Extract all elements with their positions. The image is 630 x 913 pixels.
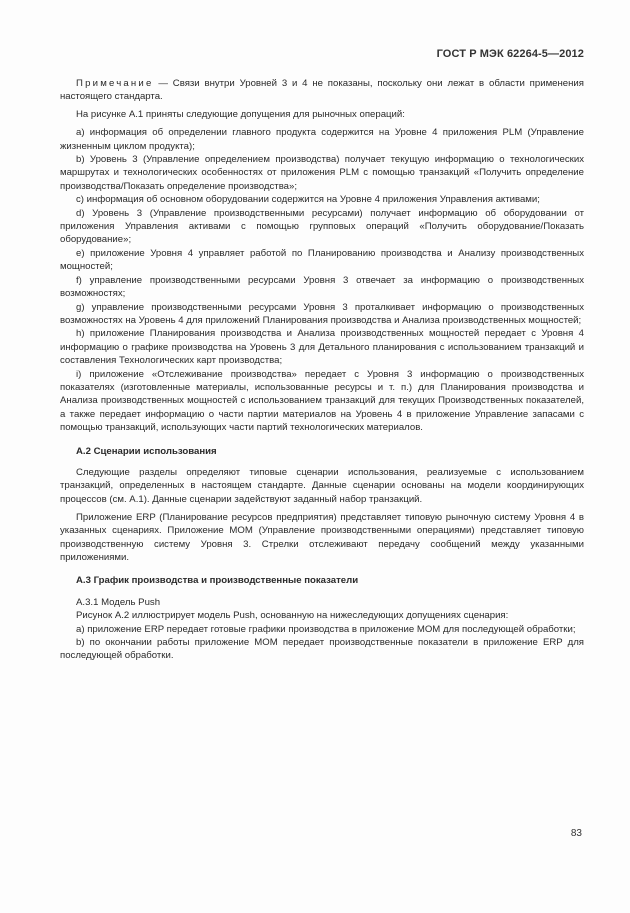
section-a3-subtitle: А.3.1 Модель Push: [76, 596, 161, 608]
note-label: Примечание: [76, 78, 154, 89]
list-item: i) приложение «Отслеживание производства» передает с Уровня 3 информацию о производственных показателях (изготовленные материалы, использованные ресурсы и т. п.) для Планирования производства и Анализа производственных мощностей с использованием транзакций для текущих Производственных показателей, а также передает информацию о части партии материалов на Уровень 4 в приложение Управление запасами с помощью транзакций, использующих части партий технологических материалов.: [60, 368, 584, 434]
note-text: — Связи внутри Уровней 3 и 4 не показаны, поскольку они лежат в области применения настоящего стандарта.: [60, 78, 584, 103]
section-a3-title: А.3 График производства и производственные показатели: [76, 575, 359, 587]
section-a2-paragraph: Следующие разделы определяют типовые сценарии использования, реализуемые с использованием транзакций, определенных в настоящем стандарте. Данные сценарии основаны на модели координирующих процессов (см. А.1). Данные сценарии задействуют заданный набор транзакций.: [60, 466, 584, 505]
note-paragraph: [60, 77, 584, 104]
list-item: d) Уровень 3 (Управление производственными ресурсами) получает информацию об оборудовании от приложения Управления активами с помощью групповых операций «Получить оборудование/Показать оборудование»;: [60, 207, 584, 246]
page-number: 83: [570, 828, 582, 839]
section-a2-title: А.2 Сценарии использования: [76, 445, 217, 457]
assumptions-list: [60, 126, 584, 434]
assumptions-intro: На рисунке А.1 приняты следующие допущения для рыночных операций:: [76, 109, 405, 121]
list-item: b) Уровень 3 (Управление определением производства) получает текущую информацию о технологических маршрутах и технологических особенностях от приложения PLM с помощью транзакций «Получить определение производства/Показать определение производства»;: [60, 154, 584, 192]
list-item: c) информация об основном оборудовании содержится на Уровне 4 приложения Управления активами;: [76, 194, 540, 206]
list-item: h) приложение Планирования производства и Анализа производственных мощностей передает с Уровня 4 информацию о графике производства на Уровень 3 для Детального планирования с использованием транзакций и составления Технологических карт производства;: [60, 328, 584, 367]
list-item: a) приложение ERP передает готовые графики производства в приложение МОМ для последующей обработки;: [76, 623, 576, 635]
list-item: g) управление производственными ресурсами Уровня 3 проталкивает информацию о производственных возможностях на Уровень 4 для приложений Планирования производства и Анализа производственных мощностей;: [60, 301, 584, 326]
section-a3-intro: Рисунок А.2 иллюстрирует модель Push, основанную на нижеследующих допущениях сценария:: [76, 610, 509, 622]
list-item: e) приложение Уровня 4 управляет работой по Планированию производства и Анализу производственных мощностей;: [60, 247, 584, 273]
section-a2-paragraph: Приложение ERP (Планирование ресурсов предприятия) представляет типовую рыночную систему Уровня 4 в указанных сценариях. Приложение МОМ (Управление производственными операциями) представляет типовую производственную систему Уровня 3. Стрелки отслеживают передачу сообщений между указанными приложениями.: [60, 511, 584, 563]
list-item: b) по окончании работы приложение МОМ передает производственные показатели в приложение ERP для последующей обработки.: [60, 636, 584, 662]
push-model-list: [60, 623, 584, 663]
standard-header: ГОСТ Р МЭК 62264-5—2012: [436, 48, 584, 60]
list-item: f) управление производственными ресурсами Уровня 3 отвечает за информацию о производственных возможностях;: [60, 274, 584, 300]
list-item: a) информация об определении главного продукта содержится на Уровне 4 приложения PLM (Управление жизненным циклом продукта);: [60, 127, 584, 152]
page-body: [60, 77, 584, 667]
